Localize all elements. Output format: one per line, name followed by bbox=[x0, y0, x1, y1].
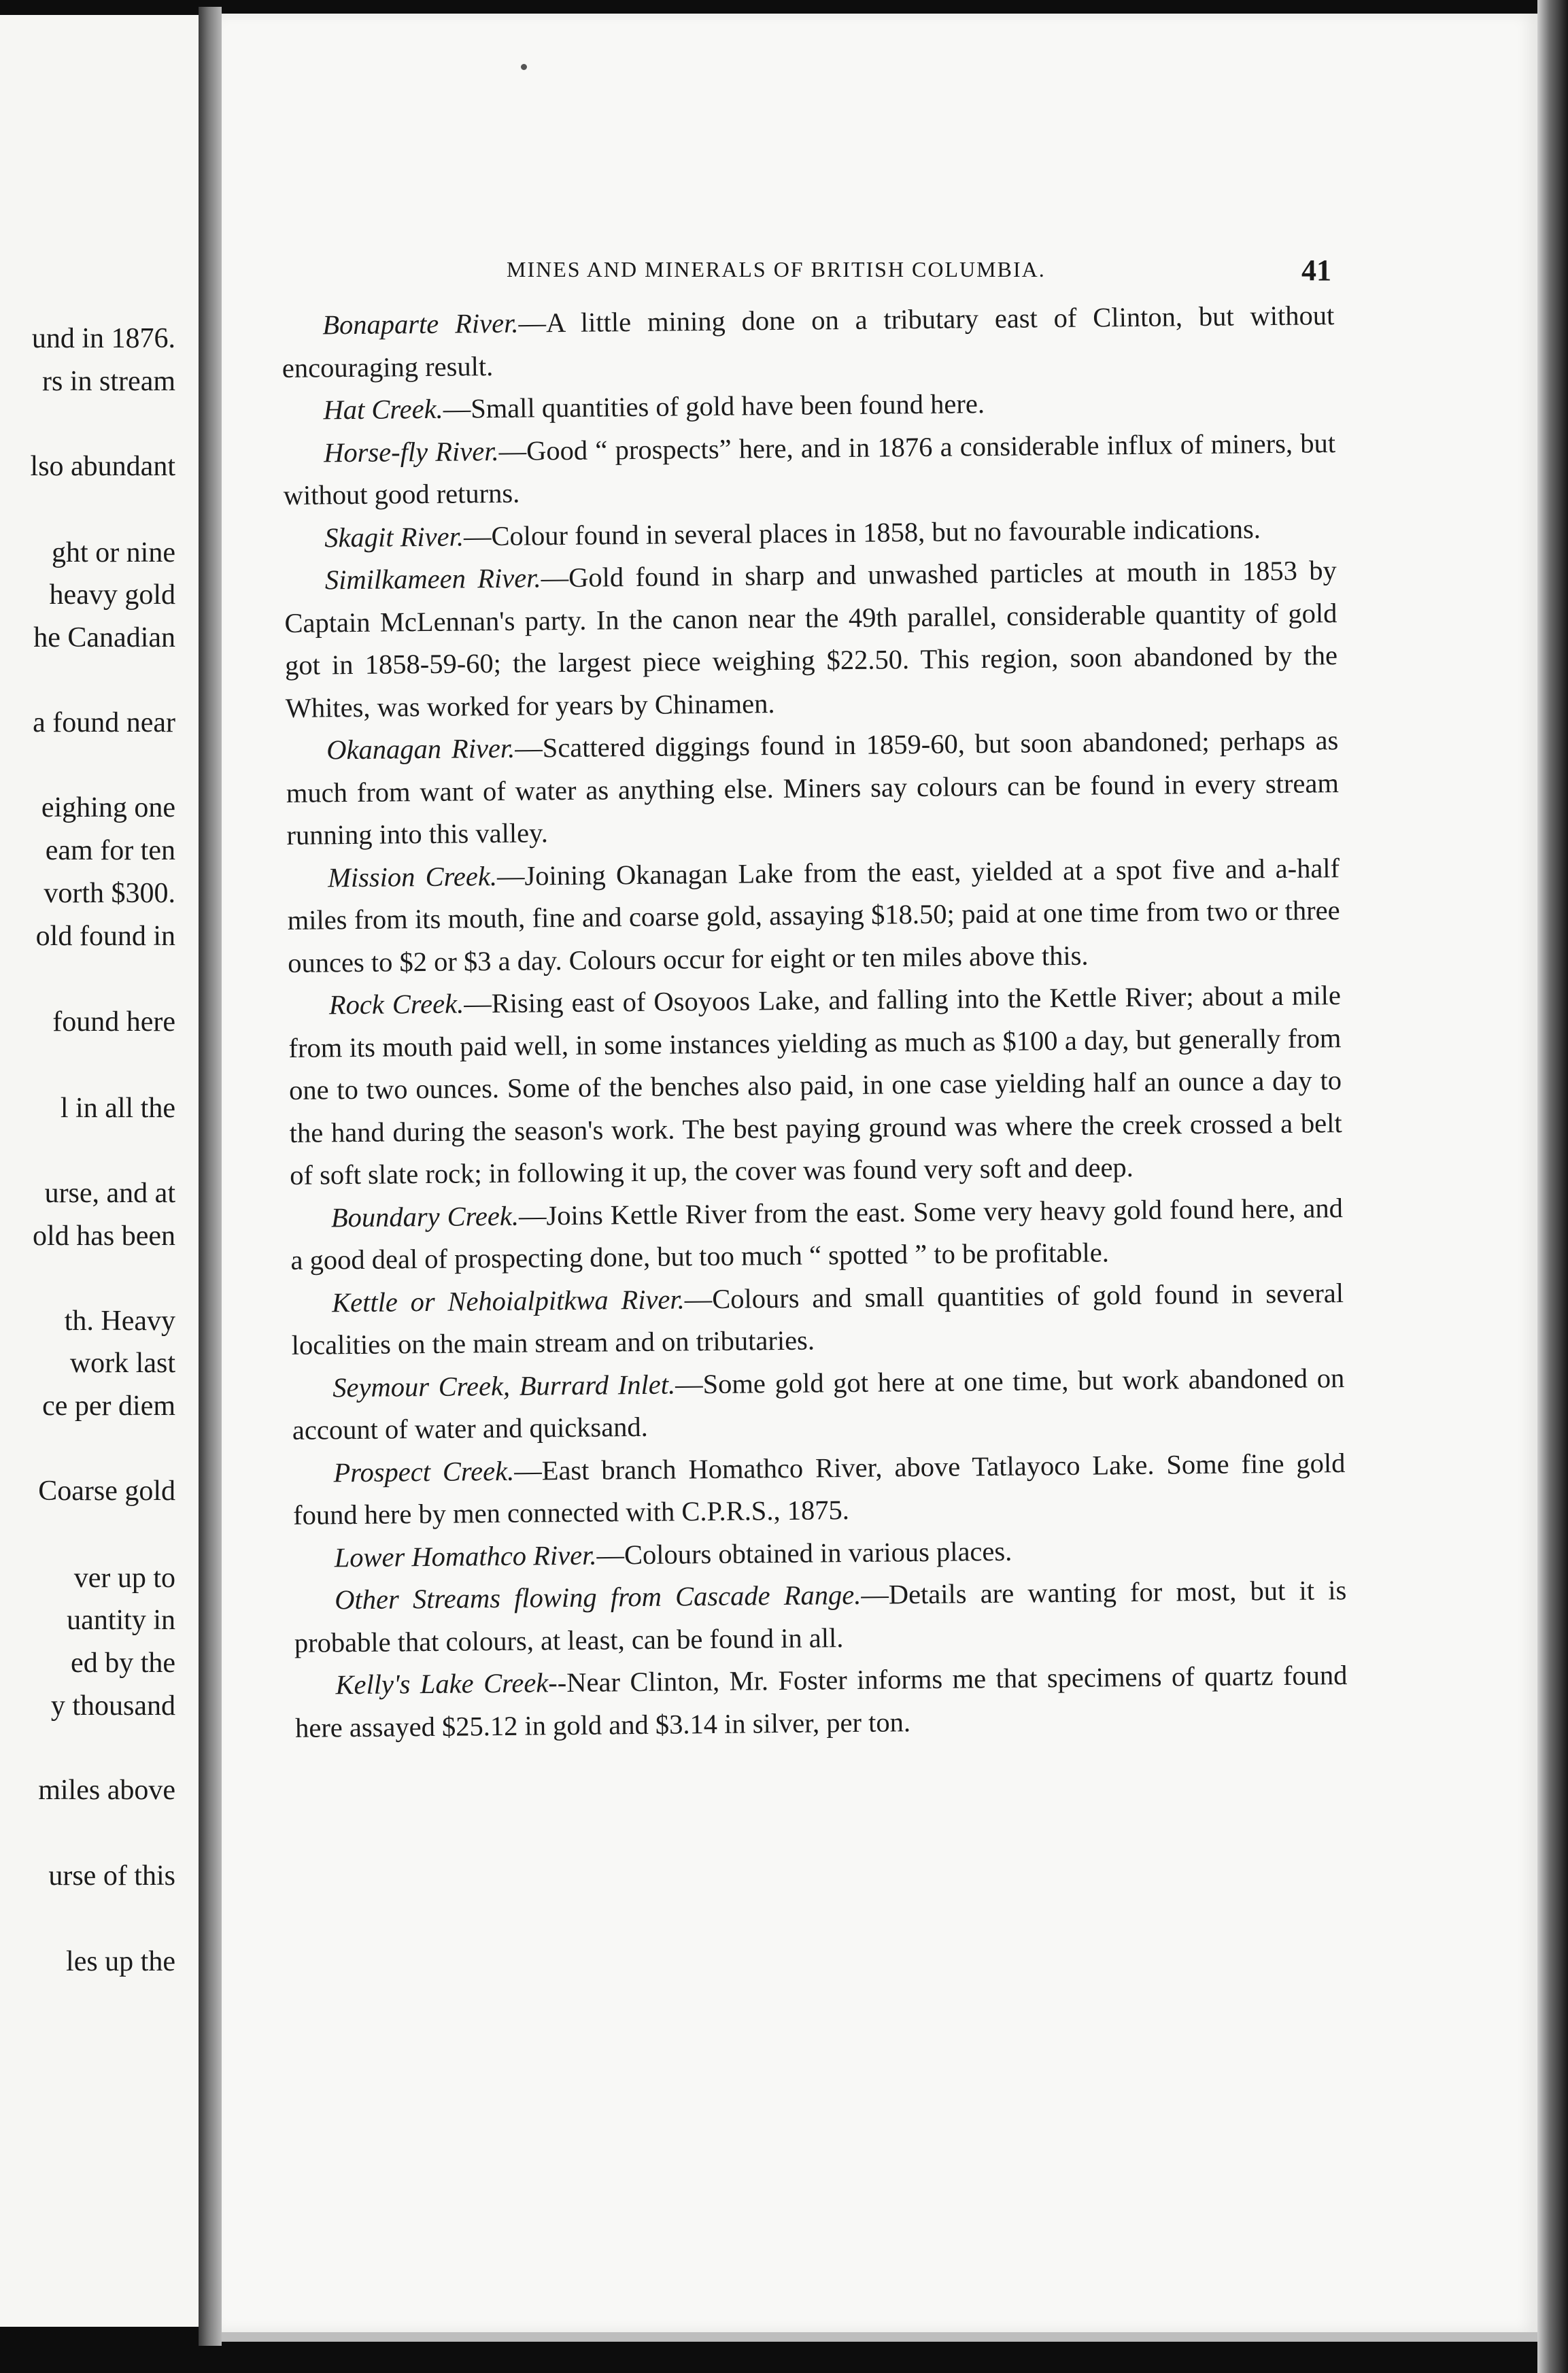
left-page-line: th. Heavy bbox=[64, 1305, 175, 1337]
left-page-line: rs in stream bbox=[42, 366, 175, 397]
entry-paragraph bbox=[284, 549, 1338, 730]
entry-text: —Rising east of Osoyoos Lake, and falling into the Kettle River; about a mile from its mouth paid well, in some instances yielding as much as $100 a day, but generally from one to two ounces. Some of the benches also paid, in one case yielding half an ounce a day to the hand during the season's work. The best paying ground was where the creek crossed a belt of soft slate rock; in following it up, the cover was found very soft and deep. bbox=[288, 980, 1342, 1191]
left-page-line: eighing one bbox=[41, 792, 175, 823]
entry-text: --Near Clinton, Mr. Foster informs me that specimens of quartz found here assayed $25.12 in gold and $3.14 in silver, per ton. bbox=[294, 1660, 1348, 1743]
body-text bbox=[282, 294, 1348, 1749]
entry-heading: Prospect Creek. bbox=[333, 1455, 515, 1488]
left-page-line: old has been bbox=[33, 1220, 175, 1252]
left-page-line: work last bbox=[69, 1348, 175, 1379]
entry-paragraph bbox=[288, 974, 1343, 1197]
left-page-line: Coarse gold bbox=[38, 1475, 175, 1507]
left-page-line: a found near bbox=[33, 707, 175, 738]
entry-text: —A little mining done on a tributary east of Clinton, but without encouraging result. bbox=[282, 300, 1335, 383]
entry-text: —Details are wanting for most, but it is probable that colours, at least, can be found in all. bbox=[294, 1575, 1347, 1658]
entry-text: —Scattered diggings found in 1859-60, but soon abandoned; perhaps as much from want of water as anything else. Miners say colours can be found in every stream running into this valley. bbox=[286, 725, 1340, 851]
entry-heading: Similkameen River. bbox=[324, 562, 541, 596]
left-page-line: ver up to bbox=[73, 1563, 175, 1594]
entry-text: —Some gold got here at one time, but work abandoned on account of water and quicksand. bbox=[292, 1362, 1345, 1446]
left-page-line: ght or nine bbox=[52, 537, 175, 568]
entry-paragraph bbox=[282, 294, 1335, 390]
entry-text: —East branch Homathco River, above Tatlayoco Lake. Some fine gold found here by men connected with C.P.R.S., 1875. bbox=[292, 1447, 1346, 1531]
left-page-fragment bbox=[0, 15, 199, 2327]
running-head: MINES AND MINERALS OF BRITISH COLUMBIA. bbox=[507, 257, 1046, 281]
entry-heading: Boundary Creek. bbox=[330, 1200, 519, 1233]
entry-text: —Gold found in sharp and unwashed particles at mouth in 1853 by Captain McLennan's party. In the canon near the 49th parallel, considerable quantity of gold got in 1858-59-60; the largest piece weighing $22.50. This region, soon abandoned by the Whites, was worked for years by Chinamen. bbox=[284, 555, 1338, 723]
entry-heading: Hat Creek. bbox=[323, 393, 443, 426]
left-page-line: vorth $300. bbox=[44, 878, 175, 909]
entry-heading: Horse-fly River. bbox=[323, 435, 499, 468]
left-page-line: he Canadian bbox=[33, 622, 175, 653]
entry-paragraph bbox=[292, 1442, 1346, 1537]
entry-text: —Joining Okanagan Lake from the east, yielded at a spot five and a-half miles from its mouth, fine and coarse gold, assaying $18.50; paid at one time from two or three ounces to $2 or $3 a day. Colours occur for eight or ten miles above this. bbox=[287, 852, 1340, 978]
left-page-line: y thousand bbox=[50, 1690, 175, 1722]
entry-text: —Colour found in several places in 1858, but no favourable indications. bbox=[463, 513, 1261, 551]
left-page-line: ce per diem bbox=[42, 1390, 175, 1422]
entry-paragraph bbox=[292, 1357, 1345, 1452]
entry-text: —Colours obtained in various places. bbox=[596, 1535, 1012, 1571]
left-page-line: eam for ten bbox=[45, 835, 175, 866]
entry-heading: Seymour Creek, Burrard Inlet. bbox=[333, 1369, 676, 1403]
page-bottom-edge bbox=[222, 2332, 1537, 2342]
entry-text: —Good “ prospects” here, and in 1876 a considerable influx of miners, but without good returns. bbox=[283, 427, 1336, 511]
entry-heading: Kettle or Nehoialpitkwa River. bbox=[331, 1283, 685, 1318]
left-page-line: uantity in bbox=[67, 1605, 175, 1636]
left-page-line: l in all the bbox=[60, 1093, 175, 1124]
entry-text: —Small quantities of gold have been found here. bbox=[443, 388, 985, 424]
entry-heading: Skagit River. bbox=[324, 520, 464, 553]
entry-text: —Colours and small quantities of gold found in several localities on the main stream and on tributaries. bbox=[291, 1277, 1344, 1361]
left-page-line: found here bbox=[52, 1006, 175, 1038]
entry-paragraph bbox=[294, 1569, 1347, 1664]
page-edge bbox=[1537, 0, 1568, 2373]
entry-paragraph bbox=[287, 847, 1341, 985]
entry-heading: Kelly's Lake Creek bbox=[335, 1667, 549, 1701]
book-gutter bbox=[199, 7, 222, 2346]
left-page-line: miles above bbox=[38, 1775, 175, 1806]
left-page-line: les up the bbox=[66, 1946, 175, 1977]
paper-speck bbox=[521, 64, 527, 70]
entry-paragraph bbox=[286, 719, 1340, 857]
left-page-line: old found in bbox=[35, 921, 175, 952]
left-page-line: heavy gold bbox=[49, 579, 175, 611]
entry-heading: Okanagan River. bbox=[326, 732, 515, 766]
entry-heading: Bonaparte River. bbox=[322, 307, 519, 341]
entry-paragraph bbox=[283, 422, 1336, 517]
entry-heading: Rock Creek. bbox=[328, 988, 464, 1021]
entry-heading: Other Streams flowing from Cascade Range. bbox=[335, 1579, 862, 1616]
entry-paragraph bbox=[290, 1187, 1344, 1282]
entry-heading: Lower Homathco River. bbox=[334, 1539, 597, 1573]
left-page-line: urse, and at bbox=[44, 1178, 175, 1209]
entry-paragraph bbox=[294, 1654, 1348, 1749]
entry-heading: Mission Creek. bbox=[327, 860, 498, 893]
left-page-line: urse of this bbox=[48, 1860, 175, 1892]
page-number: 41 bbox=[1301, 254, 1331, 287]
entry-paragraph bbox=[291, 1272, 1344, 1367]
left-page-line: und in 1876. bbox=[31, 323, 175, 354]
entry-text: —Joins Kettle River from the east. Some very heavy gold found here, and a good deal of prospecting done, but too much “ spotted ” to be profitable. bbox=[290, 1192, 1344, 1276]
left-page-line: ed by the bbox=[71, 1648, 175, 1679]
left-page-line: lso abundant bbox=[30, 451, 175, 482]
